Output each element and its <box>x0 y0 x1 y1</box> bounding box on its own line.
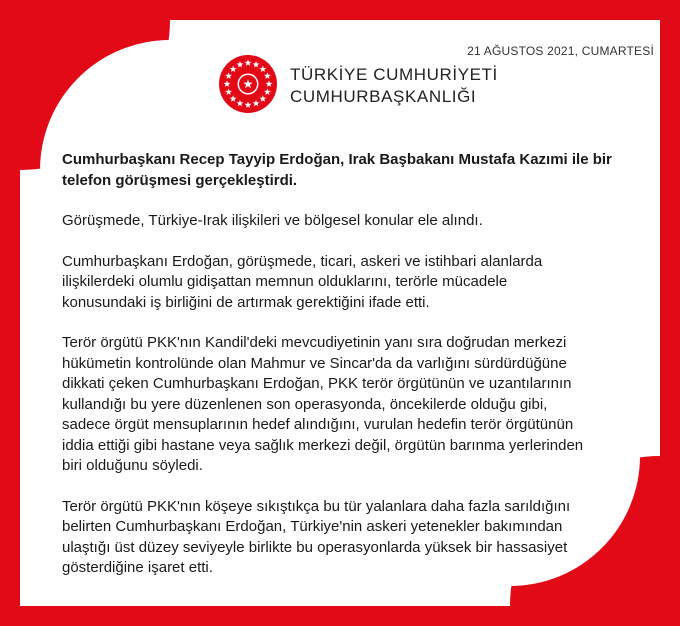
paragraph-line: iddia ettiği gibi hastane veya sağlık merkezi değil, örgütün barınma yerlerinden <box>62 436 584 454</box>
paragraph-2 <box>62 252 632 314</box>
organization-name <box>290 64 498 108</box>
paragraph-line: Cumhurbaşkanı Erdoğan, görüşmede, ticari, askeri ve istihbari alanlarda <box>62 252 543 270</box>
paragraph-line: Terör örgütü PKK'nın köşeye sıkıştıkça bu tür yalanlara daha fazla sarıldığını <box>62 497 571 515</box>
paragraph-line: ilişkilerdeki olumlu gidişattan memnun olduklarını, terörle mücadele <box>62 273 508 290</box>
paragraph-line: dikkati çeken Cumhurbaşkanı Erdoğan, PKK terör örgütünün ve uzantılarının <box>62 375 572 392</box>
paragraph-line: konusundaki iş birliğini de artırmak gerektiğini ifade etti. <box>62 293 430 311</box>
paragraph-line: gösterdiğine işaret etti. <box>62 559 213 576</box>
paragraph-1 <box>62 211 632 232</box>
paragraph-line: hükümetin kontrolünde olan Mahmur ve Sincar'da da varlığını sürdürdüğüne <box>62 354 567 372</box>
paragraph-line: Terör örgütü PKK'nın Kandil'deki mevcudiyetinin yanı sıra doğrudan merkezi <box>62 334 567 351</box>
paragraph-line: belirten Cumhurbaşkanı Erdoğan, Türkiye'nin askeri yetenekler bakımından <box>62 518 563 535</box>
statement-body <box>62 150 632 599</box>
paragraph-line: Görüşmede, Türkiye-Irak ilişkileri ve bölgesel konular ele alındı. <box>62 212 483 229</box>
paragraph-line: biri olduğunu söyledi. <box>62 457 203 474</box>
paragraph-3 <box>62 333 632 477</box>
paragraph-4 <box>62 497 632 579</box>
presidential-seal-icon <box>218 54 278 114</box>
headline-line: Cumhurbaşkanı Recep Tayyip Erdoğan, Irak Başbakanı Mustafa Kazımi ile bir <box>62 151 612 168</box>
statement-date: 21 AĞUSTOS 2021, CUMARTESİ <box>467 44 654 58</box>
paragraph-line: ulaştığı üst düzey seviyeyle birlikte bu operasyonlarda yüksek bir hassasiyet <box>62 538 568 556</box>
org-line-2: CUMHURBAŞKANLIĞI <box>290 87 477 106</box>
org-line-1: TÜRKİYE CUMHURİYETİ <box>290 65 498 84</box>
headline <box>62 150 632 191</box>
paragraph-line: kullandığı bu yere düzenlenen son operasyonda, öncekilerde olduğu gibi, <box>62 395 548 413</box>
headline-line: telefon görüşmesi gerçekleştirdi. <box>62 171 298 189</box>
paragraph-line: sadece örgüt mensuplarının hedef alındığını, vurulan hedefin terör örgütünün <box>62 416 574 433</box>
